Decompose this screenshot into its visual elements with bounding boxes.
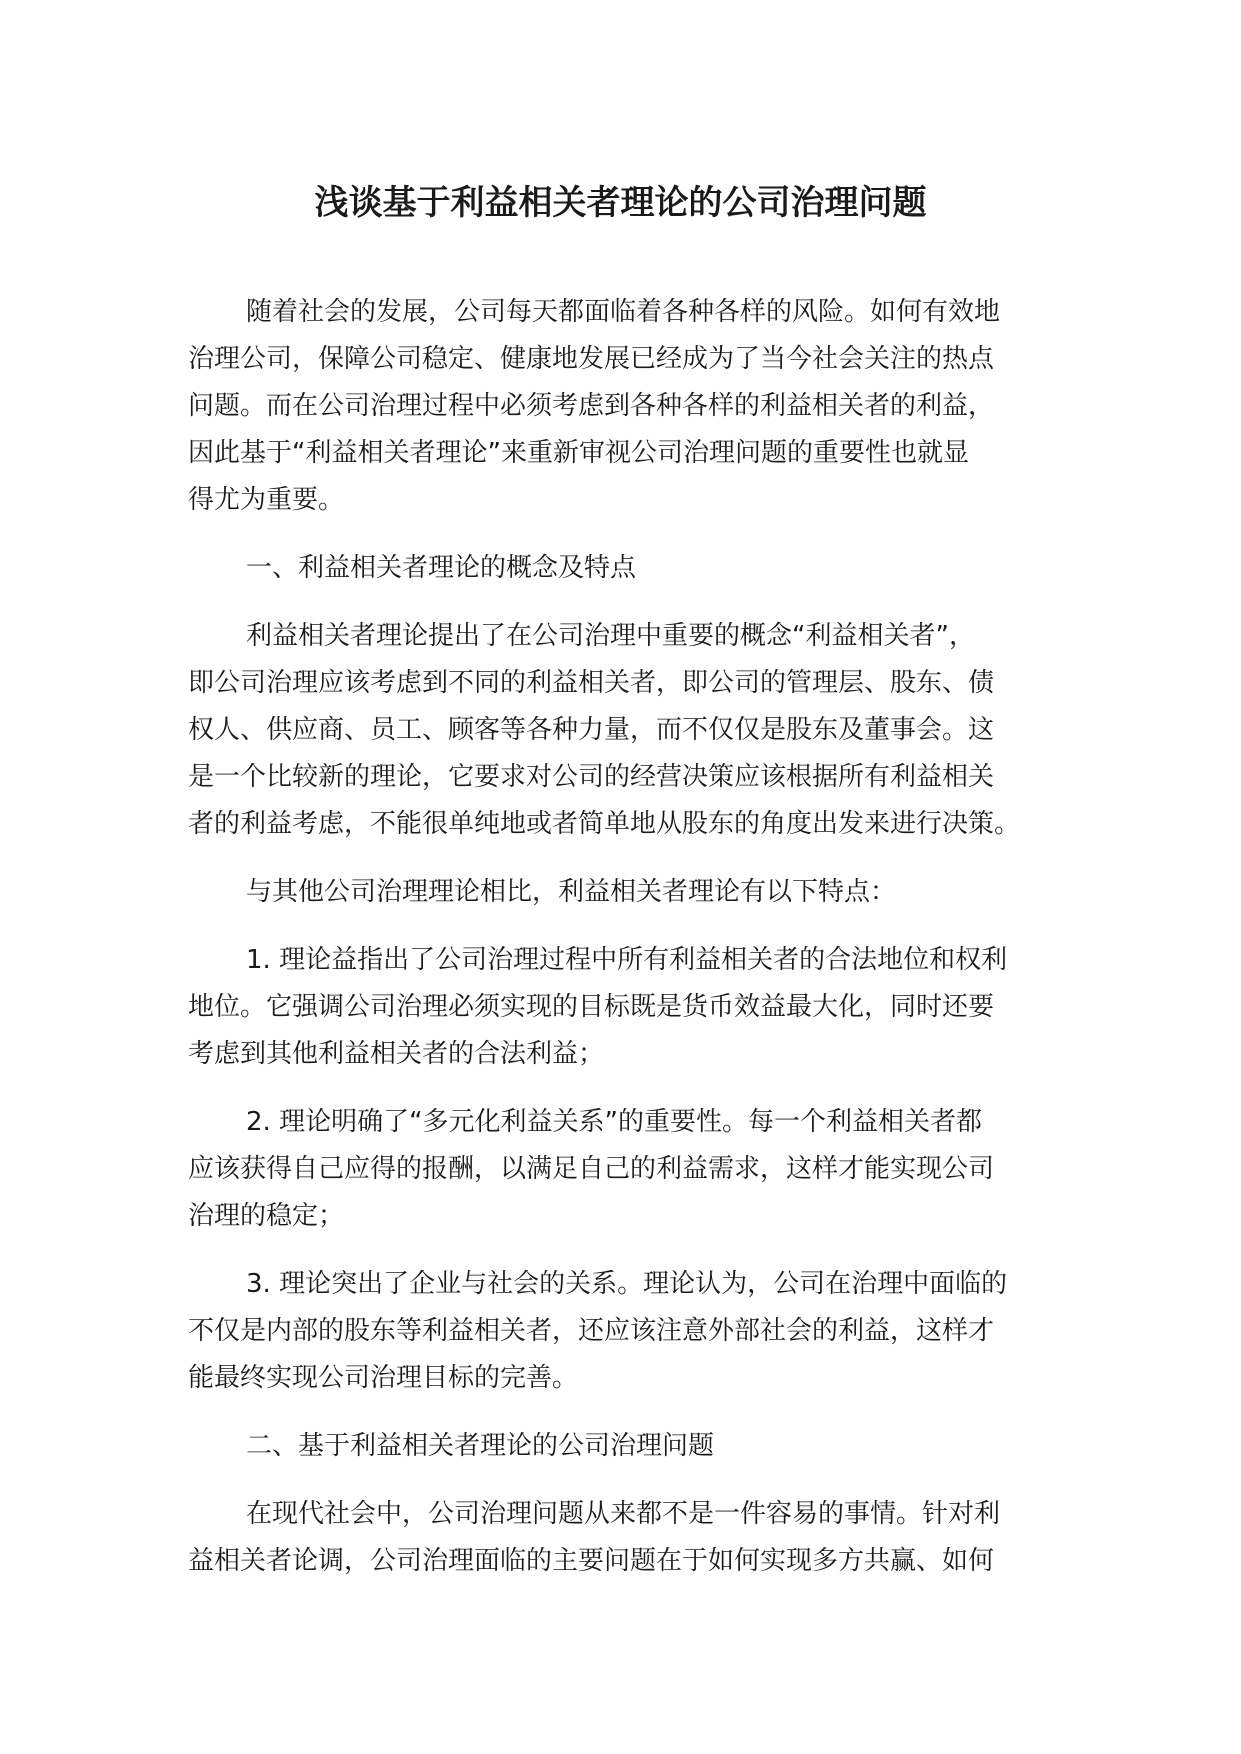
text-line: 二、基于利益相关者理论的公司治理问题	[246, 1431, 715, 1461]
text-line: 能最终实现公司治理目标的完善。	[188, 1363, 579, 1393]
section-heading-1	[188, 545, 1068, 592]
text-line: 治理的稳定；	[188, 1201, 345, 1231]
paragraph-concept	[188, 613, 1068, 848]
text-line: 因此基于“利益相关者理论”来重新审视公司治理问题的重要性也就显	[188, 438, 969, 468]
text-line: 是一个比较新的理论，它要求对公司的经营决策应该根据所有利益相关	[188, 762, 995, 792]
paragraph-features-intro	[188, 869, 1068, 916]
section-heading-2	[188, 1423, 1068, 1470]
text-line: 问题。而在公司治理过程中必须考虑到各种各样的利益相关者的利益，	[188, 391, 995, 421]
text-line: 一、利益相关者理论的概念及特点	[246, 553, 637, 583]
text-line: 2. 理论明确了“多元化利益关系”的重要性。每一个利益相关者都	[246, 1107, 983, 1137]
text-line: 随着社会的发展，公司每天都面临着各种各样的风险。如何有效地	[246, 297, 1001, 327]
text-line: 即公司治理应该考虑到不同的利益相关者，即公司的管理层、股东、债	[188, 668, 995, 698]
paragraph-modern-society	[188, 1491, 1068, 1585]
text-line: 权人、供应商、员工、顾客等各种力量，而不仅仅是股东及董事会。这	[188, 715, 995, 745]
text-line: 应该获得自己应得的报酬，以满足自己的利益需求，这样才能实现公司	[188, 1154, 995, 1184]
text-line: 与其他公司治理理论相比，利益相关者理论有以下特点：	[246, 877, 897, 907]
text-line: 益相关者论调，公司治理面临的主要问题在于如何实现多方共赢、如何	[188, 1546, 995, 1576]
text-line: 在现代社会中，公司治理问题从来都不是一件容易的事情。针对利	[246, 1499, 1001, 1529]
paragraph-intro	[188, 289, 1068, 524]
text-line: 者的利益考虑，不能很单纯地或者简单地从股东的角度出发来进行决策。	[188, 809, 1021, 839]
text-line: 地位。它强调公司治理必须实现的目标既是货币效益最大化，同时还要	[188, 992, 995, 1022]
document-body	[188, 289, 1068, 1606]
text-line: 考虑到其他利益相关者的合法利益；	[188, 1039, 605, 1069]
text-line: 治理公司，保障公司稳定、健康地发展已经成为了当今社会关注的热点	[188, 344, 995, 374]
list-item-2	[188, 1099, 1068, 1240]
text-line: 1. 理论益指出了公司治理过程中所有利益相关者的合法地位和权利	[246, 945, 1008, 975]
text-line: 利益相关者理论提出了在公司治理中重要的概念“利益相关者”，	[246, 621, 975, 651]
text-line: 不仅是内部的股东等利益相关者，还应该注意外部社会的利益，这样才	[188, 1316, 995, 1346]
list-item-1	[188, 937, 1068, 1078]
text-line: 3. 理论突出了企业与社会的关系。理论认为，公司在治理中面临的	[246, 1269, 1008, 1299]
document-title: 浅谈基于利益相关者理论的公司治理问题	[314, 183, 927, 223]
list-item-3	[188, 1261, 1068, 1402]
text-line: 得尤为重要。	[188, 485, 345, 515]
